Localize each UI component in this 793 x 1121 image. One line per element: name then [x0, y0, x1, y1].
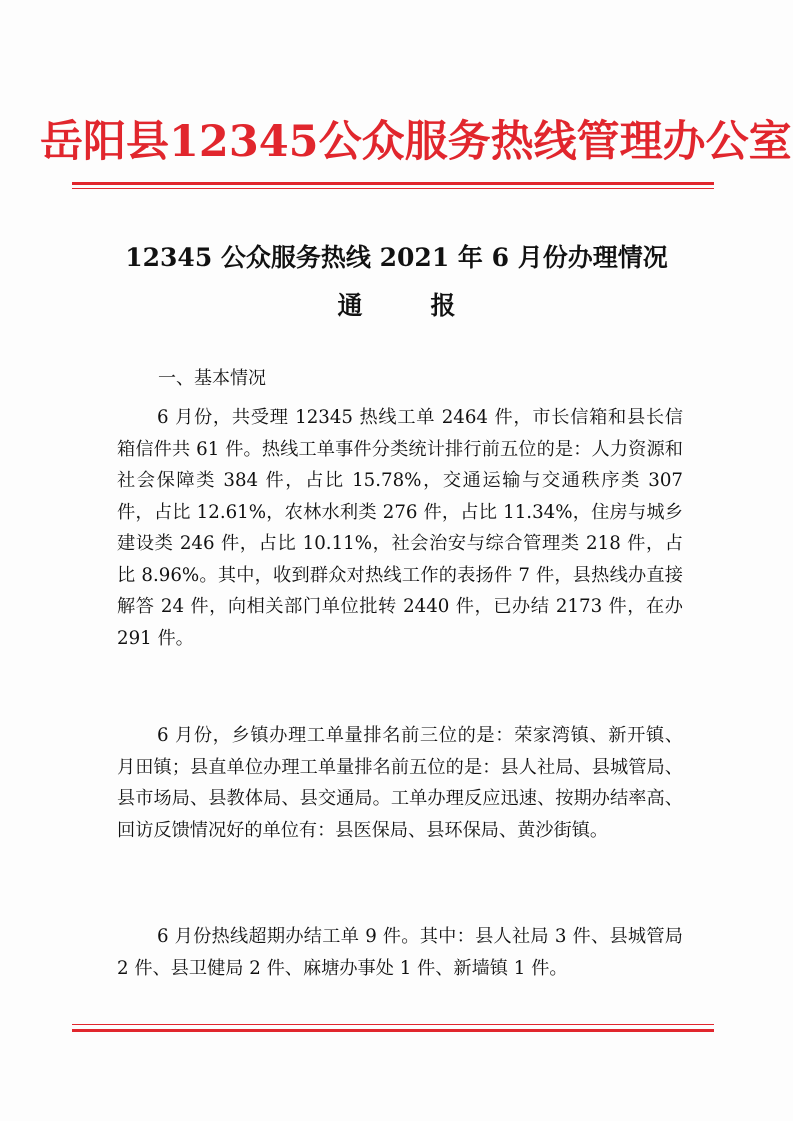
- paragraph-rankings: 6 月份，乡镇办理工单量排名前三位的是：荣家湾镇、新开镇、月田镇；县直单位办理工单量排名前五位的是：县人社局、县城管局、县市场局、县教体局、县交通局。工单办理反应迅速、按期办结率高、回访反馈情况好的单位有：县医保局、县环保局、黄沙街镇。: [117, 725, 683, 841]
- paragraph-overdue: 6 月份热线超期办结工单 9 件。其中：县人社局 3 件、县城管局 2 件、县卫健局 2 件、麻塘办事处 1 件、新墙镇 1 件。: [117, 926, 683, 979]
- paragraph-basic-stats: 6 月份，共受理 12345 热线工单 2464 件，市长信箱和县长信箱信件共 61 件。热线工单事件分类统计排行前五位的是：人力资源和社会保障类 384 件，占比 15.78%，交通运输与交通秩序类 307 件，占比 12.61%，农林水利类 276 件，占比 11.34%，住房与城乡建设类 246 件，占比 10.11%，社会治安与综合管理类 218 件，占比 8.96%。其中，收到群众对热线工作的表扬件 7 件，县热线办直接解答 24 件，向相关部门单位批转 2440 件，已办结 2173 件，在办 291 件。: [117, 407, 683, 649]
- document-title-line1: 12345 公众服务热线 2021 年 6 月份办理情况: [125, 243, 668, 272]
- header-rule-thin: [72, 188, 714, 189]
- footer-rule-thin: [72, 1024, 714, 1025]
- section-heading: 一、基本情况: [158, 368, 266, 389]
- footer-rule-thick: [72, 1029, 714, 1032]
- document-title-line2: 通报: [337, 291, 524, 320]
- header-rule-thick: [72, 182, 714, 185]
- organization-header: 岳阳县12345公众服务热线管理办公室: [40, 117, 792, 167]
